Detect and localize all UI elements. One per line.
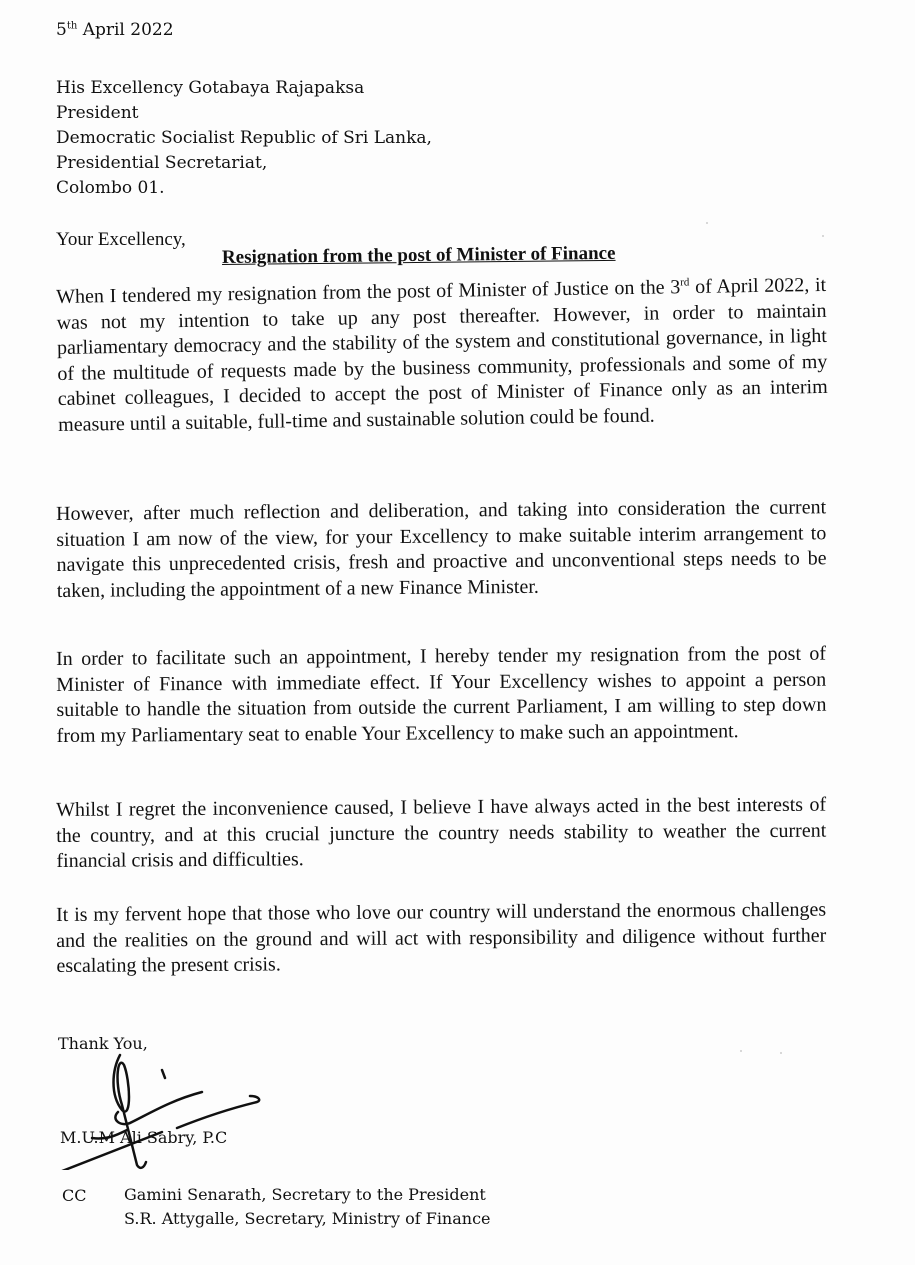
signature-icon: [52, 1050, 272, 1170]
date-suffix: th: [66, 20, 78, 32]
cc-recipient: S.R. Attygalle, Secretary, Ministry of Finance: [124, 1209, 491, 1228]
scan-speck: [822, 235, 824, 237]
paragraph-1: [56, 273, 828, 438]
paragraph-1-text-b: of April 2022, it was not my intention to take up any post thereafter. However, in order to maintain parliamentary democracy and the stability of the system and constitutional governance, in light of the multitude of requests made by the business community, professionals and some of my cabinet colleagues, I decided to accept the post of Minister of Finance only as an interim measure until a suitable, full-time and sustainable solution could be found.: [56, 273, 828, 436]
date-rest: April 2022: [77, 20, 174, 40]
recipient-country: Democratic Socialist Republic of Sri Lanka,: [56, 128, 432, 148]
cc-recipient: Gamini Senarath, Secretary to the President: [124, 1185, 486, 1204]
date-day: 5: [56, 20, 67, 40]
paragraph-1-text-a: When I tendered my resignation from the post of Minister of Justice on the 3: [56, 276, 681, 308]
scan-speck: [740, 1050, 742, 1052]
recipient-name: His Excellency Gotabaya Rajapaksa: [56, 78, 365, 98]
recipient-office: Presidential Secretariat,: [56, 153, 268, 173]
subject-line: Resignation from the post of Minister of Finance: [221, 242, 616, 268]
paragraph-2: However, after much reflection and deliberation, and taking into consideration the current situation I am now of the view, for your Excellency to make suitable interim arrangement to navigate this unprecedented crisis, fresh and proactive and unconventional steps needs to be taken, including the appointment of a new Finance Minister.: [56, 496, 827, 602]
cc-label: CC: [62, 1186, 87, 1205]
closing: Thank You,: [58, 1034, 148, 1053]
scan-speck: [706, 222, 708, 224]
paragraph-5: It is my fervent hope that those who love our country will understand the enormous challenges and the realities on the ground and will act with responsibility and diligence without further escalating the present crisis.: [56, 898, 827, 977]
paragraph-3: In order to facilitate such an appointment, I hereby tender my resignation from the post of Minister of Finance with immediate effect. If Your Excellency wishes to appoint a person suitable to handle the situation from outside the current Parliament, I am willing to step down from my Parliamentary seat to enable Your Excellency to make such an appointment.: [56, 642, 827, 747]
paragraph-4: Whilst I regret the inconvenience caused, I believe I have always acted in the best interests of the country, and at this crucial juncture the country needs stability to weather the current financial crisis and difficulties.: [56, 793, 827, 872]
recipient-address: [56, 76, 432, 201]
recipient-city: Colombo 01.: [56, 178, 165, 198]
signer-name: M.U.M Ali Sabry, P.C: [60, 1128, 228, 1147]
recipient-title: President: [56, 103, 139, 123]
ordinal-suffix: rd: [680, 276, 690, 289]
letter-date: [56, 20, 174, 40]
scan-speck: [780, 1052, 782, 1054]
cc-list: [124, 1183, 491, 1231]
salutation: Your Excellency,: [56, 229, 186, 250]
